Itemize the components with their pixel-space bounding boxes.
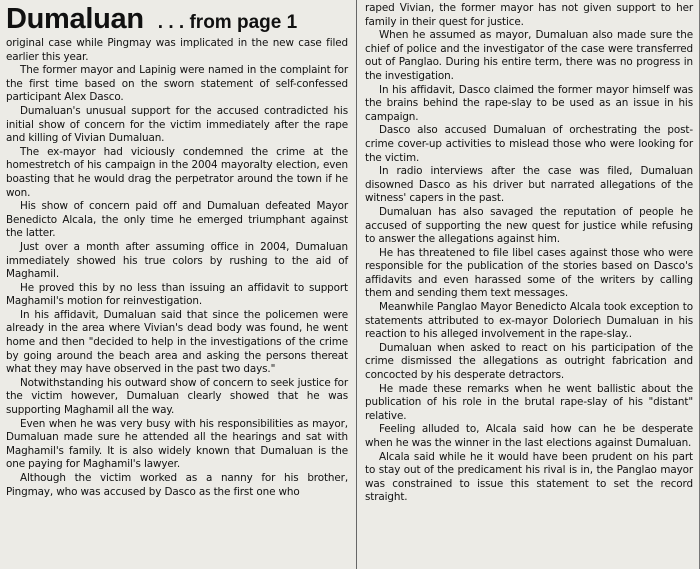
paragraph: Just over a month after assuming office in 2004, Dumaluan immediately showed his true colors by rushing to the aid of Maghamil. xyxy=(6,240,348,281)
left-paragraphs xyxy=(6,37,348,499)
paragraph: Dumaluan when asked to react on his participation of the crime dismissed the allegations as outright fabrication and concocted by his desperate detractors. xyxy=(365,341,693,382)
paragraph: Meanwhile Panglao Mayor Benedicto Alcala took exception to statements attributed to ex-mayor Doloriech Dumaluan in his reaction to his alleged involvement in the rape-slay.. xyxy=(365,301,693,341)
paragraph: In his affidavit, Dumaluan said that since the policemen were already in the area where Vivian's dead body was found, he went home and then "decided to help in the investigations of the crime by going around the beach area and asking the persons thereat what they may have observed in the past two days." xyxy=(6,308,348,376)
paragraph: In radio interviews after the case was filed, Dumaluan disowned Dasco as his driver but narrated allegations of the witness' capers in the past. xyxy=(365,165,693,205)
paragraph: Alcala said while he it would have been prudent on his part to stay out of the predicament his rival is in, the Panglao mayor was constrained to issue this statement to set the record straight. xyxy=(365,450,693,504)
paragraph: Although the victim worked as a nanny for his brother, Pingmay, who was accused by Dasco as the first one who xyxy=(6,472,348,498)
headline xyxy=(6,2,348,36)
right-paragraphs xyxy=(365,2,693,505)
paragraph: He has threatened to file libel cases against those who were responsible for the publication of the stories based on Dasco's affidavits and even harassed some of the writers by calling them and sending them text messages. xyxy=(365,246,693,300)
paragraph: When he assumed as mayor, Dumaluan also made sure the chief of police and the investigator of the case were transferred out of Panglao. During his entire term, there was no progress in the investigation. xyxy=(365,29,693,82)
paragraph: Dumaluan has also savaged the reputation of people he accused of supporting the new quest for justice while refusing to answer the allegations against him. xyxy=(365,205,693,246)
paragraph: He proved this by no less than issuing an affidavit to support Maghamil's motion for reinvestigation. xyxy=(6,281,348,308)
paragraph: Feeling alluded to, Alcala said how can he be desperate when he was the winner in the last elections against Dumaluan. xyxy=(365,423,693,449)
paragraph: His show of concern paid off and Dumaluan defeated Mayor Benedicto Alcala, the only time he emerged triumphant against the latter. xyxy=(6,200,348,240)
paragraph: Even when he was very busy with his responsibilities as mayor, Dumaluan made sure he attended all the hearings and sat with Maghamil's family. It is also widely known that Dumaluan is the one paying for Maghamil's lawyer. xyxy=(6,417,348,471)
right-column xyxy=(361,0,697,569)
paragraph: Dumaluan's unusual support for the accused contradicted his initial show of concern for the victim immediately after the rape and killing of Vivian Dumaluan. xyxy=(6,104,348,145)
headline-continuation: . . . from page 1 xyxy=(157,12,298,33)
headline-name: Dumaluan xyxy=(6,3,144,35)
paragraph: Dasco also accused Dumaluan of orchestrating the post-crime cover-up activities to mislead those who were looking for the victim. xyxy=(365,124,693,164)
paragraph: The former mayor and Lapinig were named in the complaint for the first time based on the sworn statement of self-confessed participant Alex Dasco. xyxy=(6,64,348,104)
paragraph: original case while Pingmay was implicated in the new case filed earlier this year. xyxy=(6,37,348,63)
column-divider xyxy=(356,0,357,569)
paragraph: In his affidavit, Dasco claimed the former mayor himself was the brains behind the rape-slay to be used as an issue in his campaign. xyxy=(365,83,693,123)
paragraph: Notwithstanding his outward show of concern to seek justice for the victim however, Dumaluan clearly showed that he was supporting Maghamil all the way. xyxy=(6,376,348,417)
paragraph: He made these remarks when he went ballistic about the publication of his role in the brutal rape-slay of his "distant" relative. xyxy=(365,382,693,422)
paragraph: The ex-mayor had viciously condemned the crime at the homestretch of his campaign in the 2004 mayoralty election, even boasting that he would drag the perpetrator around the town if he won. xyxy=(6,145,348,199)
paragraph: raped Vivian, the former mayor has not given support to her family in their quest for justice. xyxy=(365,2,693,28)
